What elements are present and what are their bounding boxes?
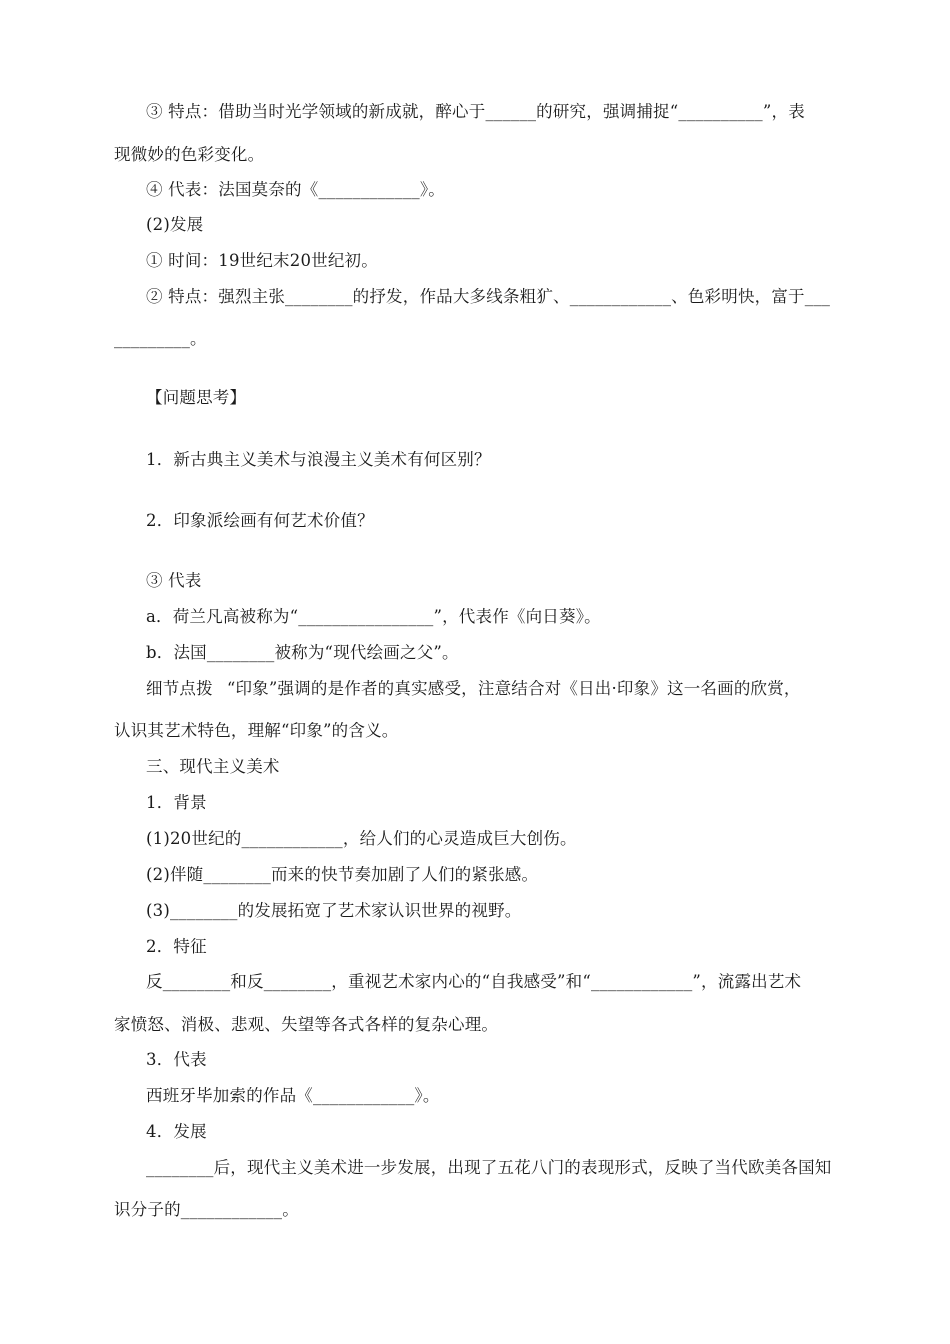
tip-label: 细节点拨 [146,679,213,698]
text-line: (3)________的发展拓宽了艺术家认识世界的视野。 [146,901,522,920]
text-line: ③ 代表 [146,571,202,590]
text-line: _________。 [114,329,207,348]
section-subheading: (2)发展 [146,215,204,234]
question-item: 1．新古典主义美术与浪漫主义美术有何区别？ [146,450,491,469]
text-line: 反________和反________，重视艺术家内心的“自我感受”和“____________”，流露出艺术 [146,972,802,991]
section-heading: 【问题思考】 [146,388,247,407]
text-line: ④ 代表：法国莫奈的《____________》。 [146,180,445,199]
text-line: a．荷兰凡高被称为“________________”，代表作《向日葵》。 [146,607,601,626]
text-line: 家愤怒、消极、悲观、失望等各式各样的复杂心理。 [114,1015,499,1034]
tip-text: “印象”强调的是作者的真实感受，注意结合对《日出·印象》这一名画的欣赏， [226,679,801,698]
text-line: (1)20世纪的____________，给人们的心灵造成巨大创伤。 [146,829,577,848]
text-line: 现微妙的色彩变化。 [114,145,265,164]
text-line: 识分子的____________。 [114,1200,299,1219]
text-line: 西班牙毕加索的作品《____________》。 [146,1086,440,1105]
section-heading: 三、现代主义美术 [146,757,280,776]
text-line: ① 时间：19世纪末20世纪初。 [146,251,378,270]
text-line: (2)伴随________而来的快节奏加剧了人们的紧张感。 [146,865,539,884]
subsection-heading: 3．代表 [146,1050,207,1069]
text-line: ② 特点：强烈主张________的抒发，作品大多线条粗犷、____________、色彩明快，富于___ [146,287,831,306]
subsection-heading: 1．背景 [146,793,207,812]
text-line [146,678,801,700]
text-line: ________后，现代主义美术进一步发展，出现了五花八门的表现形式，反映了当代欧美各国知 [146,1158,832,1177]
text-line: 认识其艺术特色，理解“印象”的含义。 [114,721,399,740]
subsection-heading: 2．特征 [146,937,207,956]
subsection-heading: 4．发展 [146,1122,207,1141]
text-line: b．法国________被称为“现代绘画之父”。 [146,643,459,662]
question-item: 2．印象派绘画有何艺术价值？ [146,511,374,530]
text-line: ③ 特点：借助当时光学领域的新成就，醉心于______的研究，强调捕捉“__________”，表 [146,102,805,121]
